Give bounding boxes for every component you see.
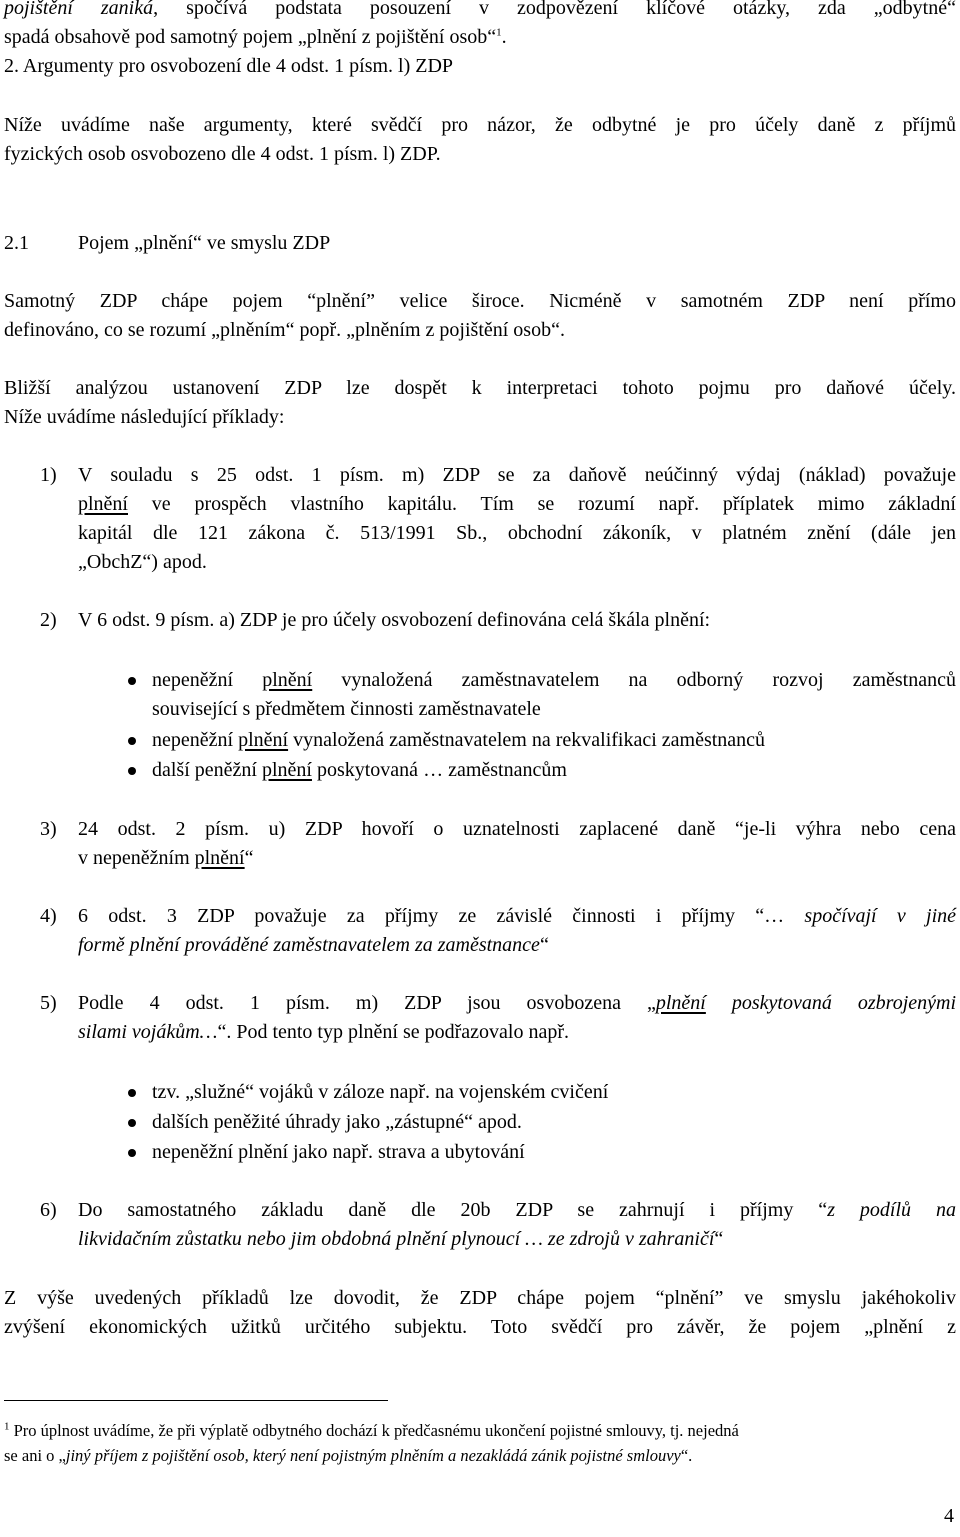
conclusion-line-1: Z výše uvedených příkladů lze dovodit, že ZDP chápe pojem “plnění” ve smyslu jakéhokoliv bbox=[4, 1287, 956, 1309]
text-line-continuation-2: spadá obsahově pod samotný pojem „plnění z pojištění osob“$^1$. bbox=[4, 26, 507, 48]
list-item-3-line-1: 24 odst. 2 písm. u) ZDP hovoří o uznatelnosti zaplacené daně “je-li výhra nebo cena bbox=[78, 818, 956, 840]
list-item-5-line-2: silami vojákům…“. Pod tento typ plnění se podřazovalo např. bbox=[78, 1021, 570, 1043]
list-item-number-5: 5) bbox=[40, 992, 57, 1014]
bullet-icon bbox=[128, 1119, 136, 1127]
paragraph-1-line-1: Samotný ZDP chápe pojem “plnění” velice široce. Nicméně v samotném ZDP není přímo bbox=[4, 290, 956, 312]
footnote-reference[interactable]: 1 bbox=[496, 26, 502, 39]
bullet-item: tzv. „služné“ vojáků v záloze např. na vojenském cvičení bbox=[152, 1081, 609, 1103]
list-item-1-line-3: kapitál dle 121 zákona č. 513/1991 Sb., obchodní zákoník, v platném znění (dále jen bbox=[78, 522, 956, 544]
footnote-line-2: se ani o „jiný příjem z pojištění osob, který není pojistným plněním a nezakládá zánik pojistné smlouvy“. bbox=[4, 1446, 693, 1465]
bullet-item: dalších peněžité úhrady jako „zástupné“ apod. bbox=[152, 1111, 522, 1133]
bullet-icon bbox=[128, 767, 136, 775]
paragraph-1-line-2: definováno, co se rozumí „plněním“ popř. „plněním z pojištění osob“. bbox=[4, 319, 565, 341]
list-item-number-2: 2) bbox=[40, 609, 57, 631]
bullet-icon bbox=[128, 737, 136, 745]
bullet bbox=[122, 726, 154, 755]
list-item-4-line-1: 6 odst. 3 ZDP považuje za příjmy ze závislé činnosti i příjmy “… spočívají v jiné bbox=[78, 905, 956, 927]
intro-line-1: Níže uvádíme naše argumenty, které svědčí pro názor, že odbytné je pro účely daně z příjmů bbox=[4, 114, 956, 136]
list-item-2-line-1: V 6 odst. 9 písm. a) ZDP je pro účely osvobození definována celá škála plnění: bbox=[78, 609, 711, 631]
intro-line-2: fyzických osob osvobozeno dle 4 odst. 1 písm. l) ZDP. bbox=[4, 143, 441, 165]
text-line-continuation: pojištění zaniká, spočívá podstata posouzení v zodpovězení klíčové otázky, zda „odbytné“ bbox=[4, 0, 956, 19]
footnote-line-1: $^1$ Pro úplnost uvádíme, že při výplatě odbytného dochází k předčasnému ukončení pojistné smlouvy, tj. nejedná bbox=[4, 1420, 739, 1440]
bullet-icon bbox=[128, 677, 136, 685]
bullet-icon bbox=[128, 1089, 136, 1097]
list-item-5-line-1: Podle 4 odst. 1 písm. m) ZDP jsou osvobozena „plnění poskytovaná ozbrojenými bbox=[78, 992, 957, 1014]
bullet bbox=[122, 756, 154, 785]
list-item-3-line-2: v nepeněžním plnění“ bbox=[78, 847, 254, 869]
list-item-number-4: 4) bbox=[40, 905, 57, 927]
list-item-6-line-1: Do samostatného základu daně dle 20b ZDP se zahrnují i příjmy “z podílů na bbox=[78, 1199, 956, 1221]
section-number: 2.1 bbox=[4, 232, 29, 254]
footnote-number: 1 bbox=[4, 1420, 10, 1433]
bullet-icon bbox=[128, 1149, 136, 1157]
list-item-number-6: 6) bbox=[40, 1199, 57, 1221]
bullet-item: nepeněžní plnění vynaložená zaměstnavatelem na odborný rozvoj zaměstnanců bbox=[152, 669, 956, 691]
page-number: 4 bbox=[944, 1505, 954, 1527]
list-item-1-line-2: plnění ve prospěch vlastního kapitálu. Tím se rozumí např. příplatek mimo základní bbox=[78, 493, 956, 515]
conclusion-line-2: zvýšení ekonomických užitků určitého subjektu. Toto svědčí pro závěr, že pojem „plnění z bbox=[4, 1316, 956, 1338]
footnote-separator bbox=[4, 1400, 388, 1401]
list-item-number-1: 1) bbox=[40, 464, 57, 486]
list-item-4-line-2: formě plnění prováděné zaměstnavatelem za zaměstnance“ bbox=[78, 934, 549, 956]
bullet-item: další peněžní plnění poskytovaná … zaměstnancům bbox=[152, 759, 567, 781]
list-item-6-line-2: likvidačním zůstatku nebo jim obdobná plnění plynoucí … ze zdrojů v zahraničí“ bbox=[78, 1228, 724, 1250]
chapter-heading: 2. Argumenty pro osvobození dle 4 odst. 1 písm. l) ZDP bbox=[4, 55, 454, 77]
bullet-item: nepeněžní plnění vynaložená zaměstnavatelem na rekvalifikaci zaměstnanců bbox=[152, 729, 766, 751]
bullet-item-continuation: související s předmětem činnosti zaměstnavatele bbox=[152, 698, 541, 720]
list-item-1-line-1: V souladu s 25 odst. 1 písm. m) ZDP se za daňově neúčinný výdaj (náklad) považuje bbox=[78, 464, 956, 486]
bullet bbox=[122, 1138, 154, 1167]
bullet bbox=[122, 1078, 154, 1107]
bullet bbox=[122, 666, 154, 695]
paragraph-2-line-2: Níže uvádíme následující příklady: bbox=[4, 406, 285, 428]
bullet bbox=[122, 1108, 154, 1137]
bullet-item: nepeněžní plnění jako např. strava a ubytování bbox=[152, 1141, 525, 1163]
section-title: Pojem „plnění“ ve smyslu ZDP bbox=[78, 232, 331, 254]
paragraph-2-line-1: Bližší analýzou ustanovení ZDP lze dospět k interpretaci tohoto pojmu pro daňové účely. bbox=[4, 377, 956, 399]
list-item-1-line-4: „ObchZ“) apod. bbox=[78, 551, 207, 573]
list-item-number-3: 3) bbox=[40, 818, 57, 840]
